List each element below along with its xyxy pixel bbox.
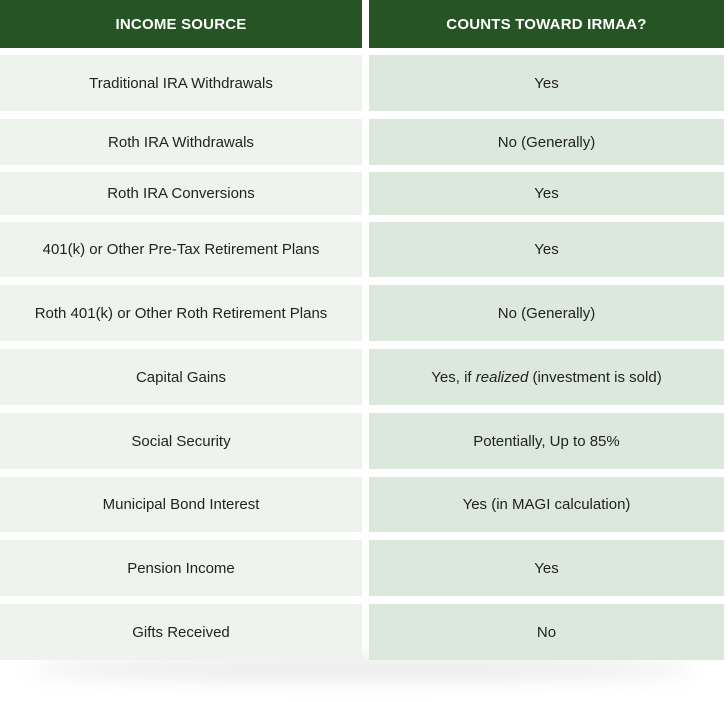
counts-toward-irmaa-cell: No xyxy=(369,604,724,660)
counts-toward-irmaa-cell: Yes xyxy=(369,55,724,111)
table-row xyxy=(0,477,724,532)
counts-toward-irmaa-cell: Yes xyxy=(369,540,724,596)
header-counts-toward-irmaa: COUNTS TOWARD IRMAA? xyxy=(369,0,724,48)
income-source-cell: Roth IRA Conversions xyxy=(0,172,362,215)
table-row xyxy=(0,349,724,405)
income-source-cell: Traditional IRA Withdrawals xyxy=(0,55,362,111)
table-header-row xyxy=(0,0,724,48)
income-source-cell: Capital Gains xyxy=(0,349,362,405)
income-source-cell: Social Security xyxy=(0,413,362,469)
counts-toward-irmaa-cell: Yes (in MAGI calculation) xyxy=(369,477,724,532)
counts-toward-irmaa-cell: No (Generally) xyxy=(369,119,724,165)
table-row xyxy=(0,172,724,215)
income-source-cell: Gifts Received xyxy=(0,604,362,660)
counts-text-pre: Yes, if xyxy=(431,368,476,386)
counts-toward-irmaa-cell: Yes xyxy=(369,172,724,215)
counts-toward-irmaa-cell xyxy=(369,349,724,405)
income-source-cell: 401(k) or Other Pre-Tax Retirement Plans xyxy=(0,222,362,277)
table-row xyxy=(0,119,724,165)
table-row xyxy=(0,285,724,341)
income-source-cell: Pension Income xyxy=(0,540,362,596)
counts-toward-irmaa-cell: Yes xyxy=(369,222,724,277)
counts-toward-irmaa-cell: No (Generally) xyxy=(369,285,724,341)
table-row xyxy=(0,55,724,111)
table-row xyxy=(0,540,724,596)
table-row xyxy=(0,222,724,277)
header-income-source: INCOME SOURCE xyxy=(0,0,362,48)
income-source-cell: Roth IRA Withdrawals xyxy=(0,119,362,165)
counts-text-emphasis: realized xyxy=(475,368,529,386)
income-source-cell: Municipal Bond Interest xyxy=(0,477,362,532)
counts-text-post: (investment is sold) xyxy=(528,368,662,386)
counts-toward-irmaa-cell: Potentially, Up to 85% xyxy=(369,413,724,469)
income-source-cell: Roth 401(k) or Other Roth Retirement Plans xyxy=(0,285,362,341)
table-row xyxy=(0,413,724,469)
table-shadow xyxy=(30,660,694,678)
table-row xyxy=(0,604,724,660)
